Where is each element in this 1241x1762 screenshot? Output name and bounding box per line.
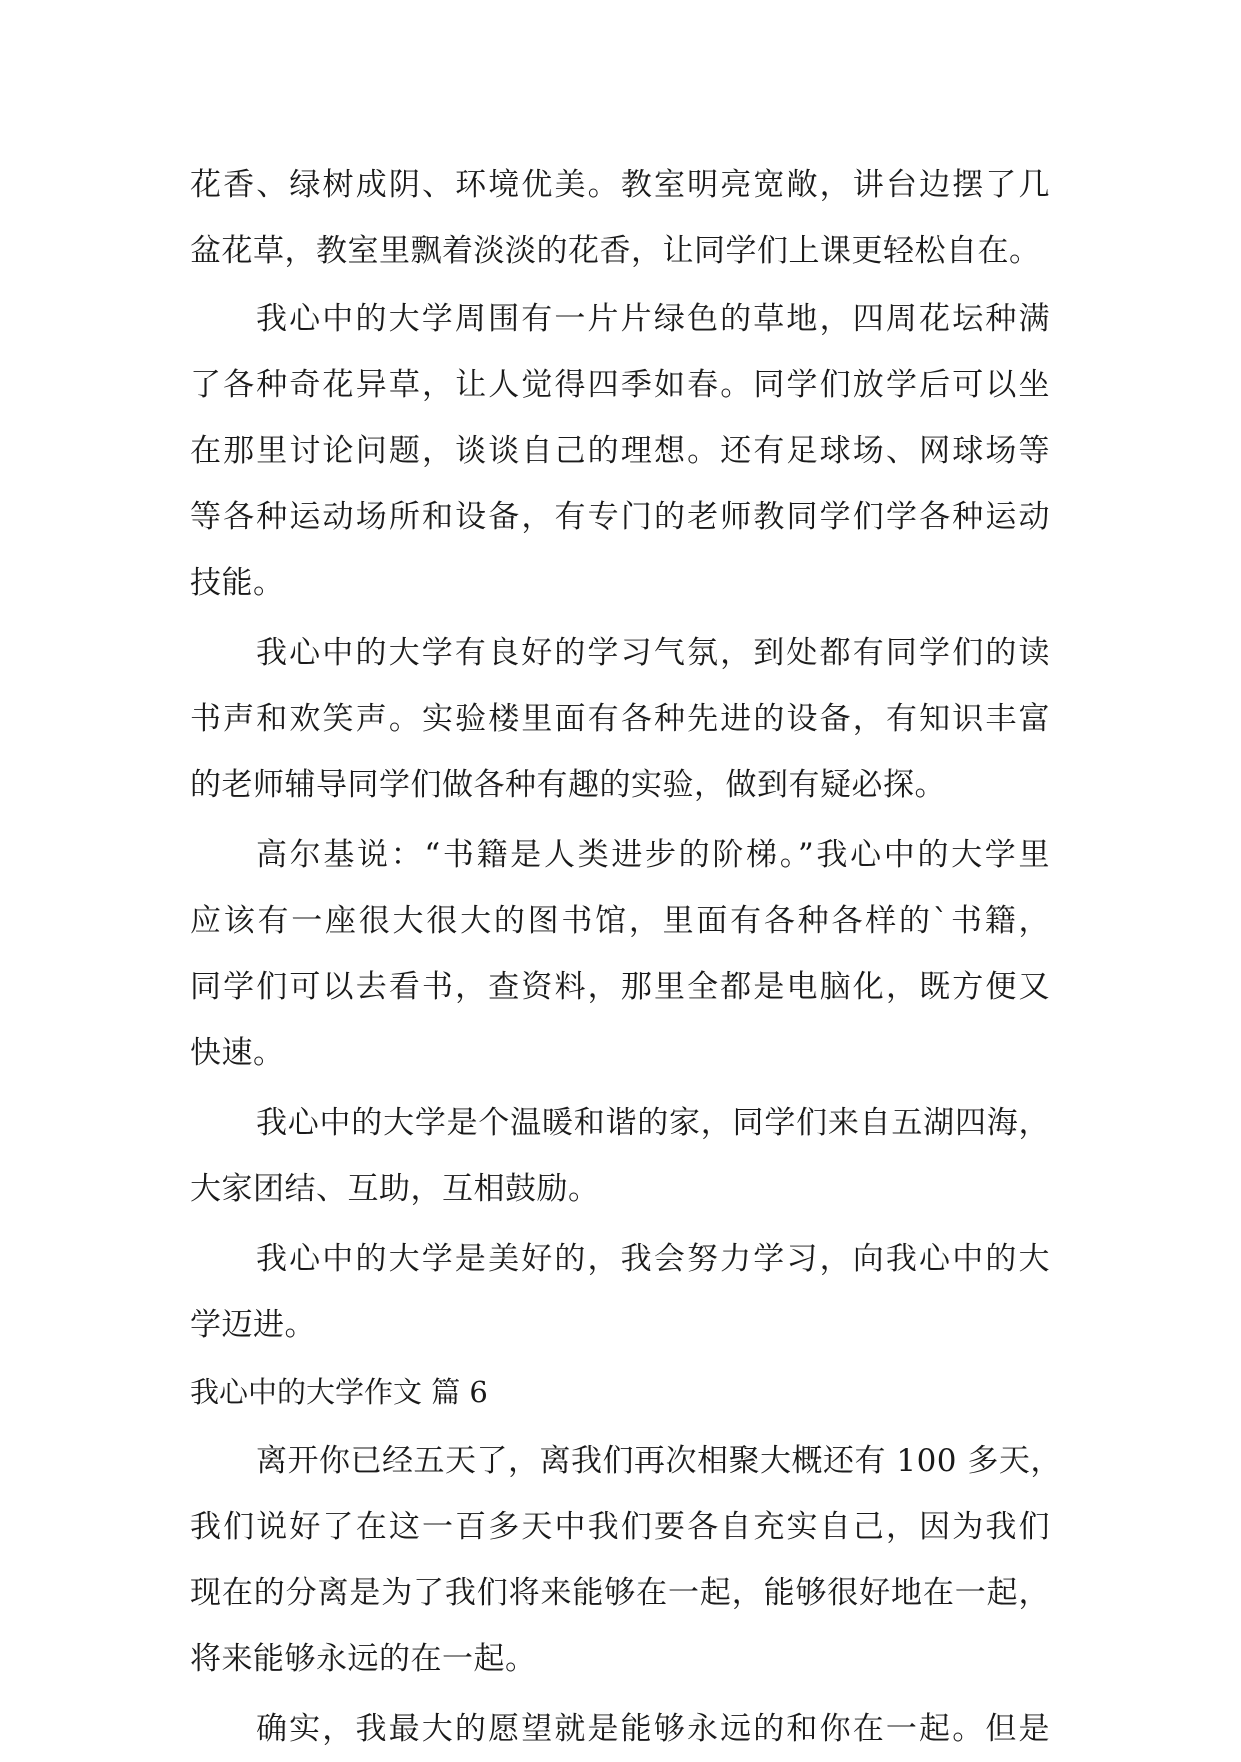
text-line: 书声和欢笑声。实验楼里面有各种先进的设备，有知识丰富	[190, 701, 1050, 737]
text-line: 我心中的大学周围有一片片绿色的草地，四周花坛种满	[256, 301, 1050, 337]
text-line: 花香、绿树成阴、环境优美。教室明亮宽敞，讲台边摆了几	[190, 167, 1050, 203]
text-line: 将来能够永远的在一起。	[190, 1641, 537, 1677]
text-line: 我心中的大学是美好的，我会努力学习，向我心中的大	[256, 1241, 1050, 1277]
text-line: 等各种运动场所和设备，有专门的老师教同学们学各种运动	[190, 499, 1050, 535]
text-line: 应该有一座很大很大的图书馆，里面有各种各样的`书籍，	[190, 903, 1050, 939]
text-line: 我心中的大学是个温暖和谐的家，同学们来自五湖四海，	[256, 1105, 1050, 1141]
section-heading: 我心中的大学作文 篇 6	[190, 1375, 488, 1409]
text-line: 确实，我最大的愿望就是能够永远的和你在一起。但是	[256, 1711, 1050, 1747]
text-line: 现在的分离是为了我们将来能够在一起，能够很好地在一起，	[190, 1575, 1050, 1611]
text-line: 我心中的大学有良好的学习气氛，到处都有同学们的读	[256, 635, 1050, 671]
text-line: 在那里讨论问题，谈谈自己的理想。还有足球场、网球场等	[190, 433, 1050, 469]
text-line: 盆花草，教室里飘着淡淡的花香，让同学们上课更轻松自在。	[190, 233, 1041, 269]
text-line: 的老师辅导同学们做各种有趣的实验，做到有疑必探。	[190, 767, 946, 803]
text-line: 技能。	[190, 565, 285, 601]
text-line: 快速。	[190, 1035, 285, 1071]
text-line: 了各种奇花异草，让人觉得四季如春。同学们放学后可以坐	[190, 367, 1050, 403]
text-line: 大家团结、互助，互相鼓励。	[190, 1171, 600, 1207]
text-line: 我们说好了在这一百多天中我们要各自充实自己，因为我们	[190, 1509, 1050, 1545]
text-line: 同学们可以去看书，查资料，那里全都是电脑化，既方便又	[190, 969, 1050, 1005]
text-line: 离开你已经五天了，离我们再次相聚大概还有 100 多天，	[256, 1443, 1062, 1479]
text-line: 高尔基说：“书籍是人类进步的阶梯。”我心中的大学里	[256, 837, 1050, 873]
text-line: 学迈进。	[190, 1307, 316, 1343]
